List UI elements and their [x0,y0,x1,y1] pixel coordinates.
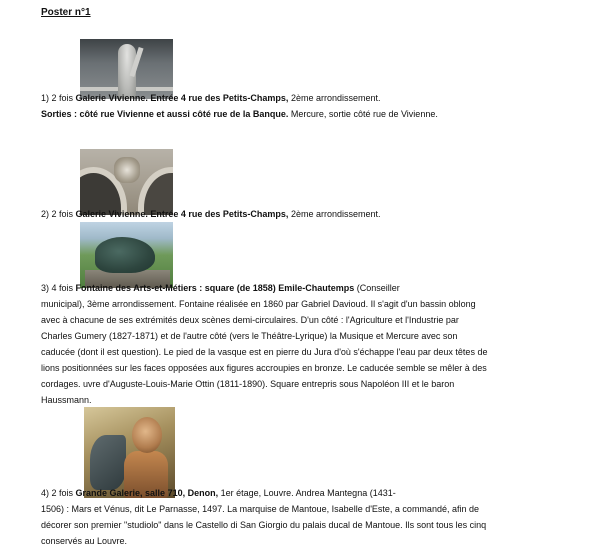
image-detail [132,417,162,453]
bold-text: Sorties : côté rue Vivienne et aussi côté rue de la Banque. [41,109,289,119]
text-line [41,533,556,549]
text: Mercure, sortie côté rue de Vivienne. [288,109,438,119]
text-line [41,485,556,501]
text-line [41,392,556,408]
entry-1 [41,90,556,122]
text: cordages. uvre d'Auguste-Louis-Marie Ottin (1811-1890). Square entrepris sous Napoléon III et le baron [41,379,455,389]
text-line [41,280,556,296]
text-line [41,360,556,376]
bold-text: Grande Galerie, salle 710, Denon, [75,488,219,498]
page-title: Poster n°1 [41,7,91,18]
text: Haussmann. [41,395,92,405]
entry-3 [41,280,556,408]
text: 2) 2 fois [41,209,76,219]
text-line [41,376,556,392]
text: lions positionnées sur les faces opposées aux figures accroupies en bronze. Le caducée semble se mêler à des [41,363,487,373]
image-detail [95,237,155,273]
bold-text: Galerie Vivienne. Entrée 4 rue des Petits-Champs, [75,93,289,103]
text: décorer son premier "studiolo" dans le Castello di San Giorgio du palais ducal de Mantoue. Ils sont tous les cinq [41,520,487,530]
text: Charles Gumery (1827-1871) et de l'autre côté (vers le Théâtre-Lyrique) la Musique et Mercure avec son [41,331,458,341]
text-line [41,312,556,328]
text: 2ème arrondissement. [288,93,381,103]
text-line [41,501,556,517]
text: municipal), 3ème arrondissement. Fontaine réalisée en 1860 par Gabriel Davioud. Il s'agit d'un bassin oblong [41,299,476,309]
text: avec à chacune de ses extrémités deux scènes demi-circulaires. D'un côté : l'Agriculture et l'Industrie par [41,315,459,325]
text: 4) 2 fois [41,488,76,498]
text: (Conseiller [354,283,400,293]
text: conservés au Louvre. [41,536,128,546]
text-line [41,106,556,122]
text-line [41,296,556,312]
entry-2 [41,206,556,222]
image-detail [114,157,140,183]
text-line [41,517,556,533]
text: 3) 4 fois [41,283,76,293]
bold-text: Fontaine des Arts-et-Métiers : square (de 1858) Emile-Chautemps [75,283,355,293]
fountain-sculpture-image [80,222,173,288]
text-line [41,328,556,344]
text: 1506) : Mars et Vénus, dit Le Parnasse, 1497. La marquise de Mantoue, Isabelle d'Este, a commandé, afin de [41,504,479,514]
text: 2ème arrondissement. [288,209,381,219]
entry-4 [41,485,556,549]
text-line [41,90,556,106]
bold-text: Galerie Vivienne. Entrée 4 rue des Petits-Champs, [75,209,289,219]
text: caducée (dont il est question). Le pied de la vasque est en pierre du Jura d'où s'échappe l'eau par deux têtes de [41,347,488,357]
text-line [41,344,556,360]
text-line [41,206,556,222]
image-detail [90,435,126,490]
text: 1) 2 fois [41,93,76,103]
text: 1er étage, Louvre. Andrea Mantegna (1431- [218,488,396,498]
